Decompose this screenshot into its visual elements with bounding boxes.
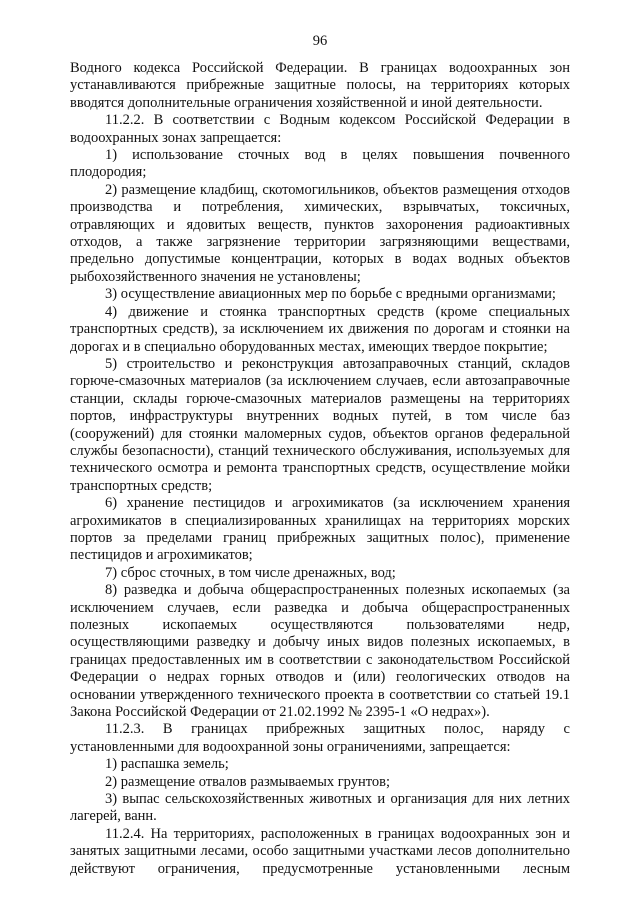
document-body	[70, 60, 570, 878]
list-item-1: 1) использование сточных вод в целях повышения почвенного плодородия;	[70, 147, 570, 181]
page-number: 96	[312, 33, 328, 49]
list-item-2: 2) размещение кладбищ, скотомогильников, объектов размещения отходов производства и потребления, химических, взрывчатых, токсичных, отравляющих и ядовитых веществ, пунктов захоронения радиоактивных отходов, а также загрязнение территории загрязняющими веществами, предельно допустимые концентрации, которых в водах водных объектов рыбохозяйственного значения не установлены;	[70, 181, 570, 285]
list-item-6: 6) хранение пестицидов и агрохимикатов (за исключением хранения агрохимикатов в специализированных хранилищах на территориях морских портов за пределами границ прибрежных защитных полос), применение пестицидов и агрохимикатов;	[70, 495, 570, 564]
paragraph-intro: Водного кодекса Российской Федерации. В границах водоохранных зон устанавливаются прибрежные защитные полосы, на территориях которых вводятся дополнительные ограничения хозяйственной и иной деятельности.	[70, 60, 570, 111]
list-item-3: 3) осуществление авиационных мер по борьбе с вредными организмами;	[105, 286, 556, 303]
paragraph-11-2-4: 11.2.4. На территориях, расположенных в границах водоохранных зон и занятых защитными лесами, особо защитными участками лесов дополнительно действуют ограничения, предусмотренные установленными лесным	[70, 825, 570, 877]
list-item-8: 8) разведка и добыча общераспространенных полезных ископаемых (за исключением случаев, если разведка и добыча общераспространенных полезных ископаемых осуществляются пользователями недр, осуществляющими разведку и добычу иных видов полезных ископаемых, в границах предоставленных им в соответствии с законодательством Российской Федерации о недрах горных отводов и (или) геологических отводов на основании утвержденного технического проекта в соответствии со статьей 19.1 Закона Российской Федерации от 21.02.1992 № 2395-1 «О недрах»).	[70, 582, 570, 721]
list-item-4: 4) движение и стоянка транспортных средств (кроме специальных транспортных средств), за исключением их движения по дорогам и стоянки на дорогах и в специально оборудованных местах, имеющих твердое покрытие;	[70, 303, 570, 355]
list-item-7: 7) сброс сточных, в том числе дренажных, вод;	[105, 564, 396, 581]
sublist-item-3: 3) выпас сельскохозяйственных животных и организация для них летних лагерей, ванн.	[70, 791, 570, 825]
paragraph-11-2-3: 11.2.3. В границах прибрежных защитных полос, наряду с установленными для водоохранной зоны ограничениями, запрещается:	[70, 721, 570, 755]
sublist-item-2: 2) размещение отвалов размываемых грунтов;	[105, 773, 391, 790]
sublist-item-1: 1) распашка земель;	[105, 756, 229, 773]
list-item-5: 5) строительство и реконструкция автозаправочных станций, складов горюче-смазочных материалов (за исключением случаев, если автозаправочные станции, склады горюче-смазочных материалов размещены на территориях портов, инфраструктуры внутренних водных путей, в том числе баз (сооружений) для стоянки маломерных судов, объектов органов федеральной службы безопасности), станций технического обслуживания, используемых для технического осмотра и ремонта транспортных средств, осуществление мойки транспортных средств;	[70, 355, 570, 494]
paragraph-11-2-2: 11.2.2. В соответствии с Водным кодексом Российской Федерации в водоохранных зонах запрещается:	[70, 112, 570, 146]
